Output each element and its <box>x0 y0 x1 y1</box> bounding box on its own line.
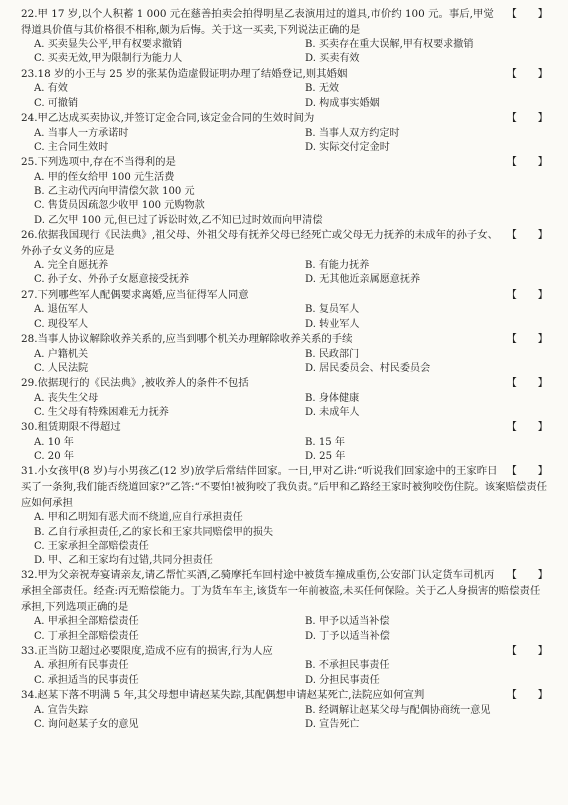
option-b: B. 民政部门 <box>305 348 360 360</box>
option-b: B. 甲予以适当补偿 <box>305 616 390 628</box>
option-c: C. 丁承担全部赔偿责任 <box>34 630 139 642</box>
question-stem <box>21 332 548 348</box>
option-d: D. 乙欠甲 100 元,但已过了诉讼时效,乙不知已过时效而向甲清偿 <box>34 214 323 226</box>
option-c: C. 生父母有特殊困难无力抚养 <box>34 406 169 418</box>
question-text: 24.甲乙达成买卖协议,并签订定金合同,该定金合同的生效时间为 <box>21 111 315 124</box>
question-text: 34.赵某下落不明满 5 年,其父母想申请赵某失踪,其配偶想申请赵某死亡,法院应如何宣判 <box>21 689 425 701</box>
option-c: C. 可撤销 <box>34 97 79 109</box>
option-b: B. 买卖存在重大误解,甲有权要求撤销 <box>305 39 474 51</box>
option-c: C. 主合同生效时 <box>34 141 109 153</box>
question-text: 25.下列选项中,存在不当得利的是 <box>21 156 176 169</box>
question-text: 33.正当防卫超过必要限度,造成不应有的损害,行为人应 <box>21 644 273 657</box>
option-d: D. 宣告死亡 <box>305 718 360 730</box>
option-d: D. 实际交付定金时 <box>305 141 390 153</box>
options-list <box>21 392 548 421</box>
option-d: D. 居民委员会、村民委员会 <box>305 362 431 374</box>
question-stem <box>21 644 548 660</box>
option-a: A. 丧失生父母 <box>34 392 99 404</box>
option-a: A. 10 年 <box>34 436 74 448</box>
answer-bracket: 【 】 <box>506 67 548 80</box>
question-text: 22.甲 17 岁,以个人积蓄 1 000 元在慈善拍卖会拍得明星乙表演用过的道具,市价约 100 元。事后,甲觉得道具价值与其价格很不相称,颇为后悔。关于这一买卖,下列说法正确的是 <box>21 8 494 36</box>
option-d: D. 无其他近亲属愿意抚养 <box>305 274 421 286</box>
options-list <box>21 259 548 288</box>
option-a: A. 完全自愿抚养 <box>34 260 109 272</box>
question-stem <box>21 288 548 304</box>
option-a: A. 甲的侄女给甲 100 元生活费 <box>34 171 175 183</box>
question-item <box>21 376 548 420</box>
question-text: 29.依据现行的《民法典》,被收养人的条件不包括 <box>21 377 249 390</box>
answer-bracket: 【 】 <box>506 332 548 345</box>
answer-bracket: 【 】 <box>506 8 548 20</box>
option-b: B. 乙主动代丙向甲清偿欠款 100 元 <box>34 186 195 198</box>
option-a: A. 买卖显失公平,甲有权要求撤销 <box>34 39 183 51</box>
answer-bracket: 【 】 <box>506 421 548 434</box>
option-c: C. 孙子女、外孙子女愿意接受抚养 <box>34 274 190 286</box>
options-list <box>21 615 548 644</box>
answer-bracket: 【 】 <box>506 288 548 301</box>
option-d: D. 25 年 <box>305 451 346 463</box>
option-b: B. 有能力抚养 <box>305 260 370 272</box>
question-item <box>21 7 548 67</box>
option-a: A. 当事人一方承诺时 <box>34 127 129 139</box>
option-c: C. 现役军人 <box>34 318 89 330</box>
options-list <box>21 303 548 332</box>
question-text: 31.小女孩甲(8 岁)与小男孩乙(12 岁)放学后常结伴回家。一日,甲对乙讲:“听说我们回家途中的王家昨日买了一条狗,我们能否绕道回家?”乙答:“不要怕!被狗咬了我负责。”后甲和乙路经王家时被狗咬伤住院。该案赔偿责任应如何承担 <box>21 465 548 509</box>
option-b: B. 身体健康 <box>305 392 360 404</box>
answer-bracket: 【 】 <box>506 569 548 582</box>
options-list <box>21 171 548 228</box>
answer-bracket: 【 】 <box>506 156 548 169</box>
option-a: A. 退伍军人 <box>34 304 89 316</box>
option-a: A. 甲和乙明知有恶犬而不绕道,应自行承担责任 <box>34 512 243 524</box>
options-list <box>21 511 548 568</box>
options-list <box>21 659 548 688</box>
option-d: D. 分担民事责任 <box>305 674 380 686</box>
options-list <box>21 436 548 465</box>
question-item <box>21 688 548 732</box>
options-list <box>21 38 548 67</box>
question-stem <box>21 420 548 436</box>
option-d: D. 未成年人 <box>305 406 360 418</box>
question-item <box>21 288 548 332</box>
question-text: 27.下列哪些军人配偶要求离婚,应当征得军人同意 <box>21 288 249 301</box>
option-c: C. 20 年 <box>34 451 74 463</box>
option-b: B. 乙自行承担责任,乙的家长和王家共同赔偿甲的损失 <box>34 526 274 538</box>
option-d: D. 转业军人 <box>305 318 360 330</box>
option-a: A. 承担所有民事责任 <box>34 660 129 672</box>
question-stem <box>21 568 548 615</box>
option-a: A. 户籍机关 <box>34 348 89 360</box>
option-b: B. 无效 <box>305 83 340 95</box>
answer-bracket: 【 】 <box>506 228 548 241</box>
answer-bracket: 【 】 <box>506 465 548 478</box>
option-b: B. 当事人双方约定时 <box>305 127 400 139</box>
options-list <box>21 127 548 156</box>
options-list <box>21 82 548 111</box>
option-c: C. 王家承担全部赔偿责任 <box>34 540 149 552</box>
question-text: 30.租赁期限不得超过 <box>21 421 121 434</box>
option-b: B. 经调解让赵某父母与配偶协商统一意见 <box>305 704 491 716</box>
answer-bracket: 【 】 <box>506 111 548 124</box>
option-d: D. 构成事实婚姻 <box>305 97 380 109</box>
options-list <box>21 348 548 377</box>
answer-bracket: 【 】 <box>506 377 548 390</box>
question-text: 32.甲为父亲祝寿宴请亲友,请乙帮忙买酒,乙骑摩托车回村途中被货车撞成重伤,公安部门认定货车司机丙承担全部责任。经查:丙无赔偿能力。丁为货车车主,该货车一年前被盗,未买任何保险。关于乙人身损害的赔偿责任承担,下列选项正确的是 <box>21 569 541 613</box>
question-item <box>21 420 548 464</box>
question-item <box>21 332 548 376</box>
question-stem <box>21 688 548 704</box>
question-item <box>21 568 548 643</box>
question-item <box>21 67 548 111</box>
question-item <box>21 228 548 288</box>
question-text: 23.18 岁的小王与 25 岁的张某伪造虚假证明办理了结婚登记,则其婚姻 <box>21 67 348 80</box>
question-text: 28.当事人协议解除收养关系的,应当到哪个机关办理解除收养关系的手续 <box>21 332 353 345</box>
option-b: B. 15 年 <box>305 436 345 448</box>
question-text: 26.依据我国现行《民法典》,祖父母、外祖父母有抚养父母已经死亡或父母无力抚养的未成年的孙子女、外孙子女义务的应是 <box>21 228 499 257</box>
option-b: B. 复员军人 <box>305 304 360 316</box>
question-list <box>21 7 548 732</box>
option-c: C. 售货员因疏忽少收甲 100 元购物款 <box>34 200 205 212</box>
option-d: D. 甲、乙和王家均有过错,共同分担责任 <box>34 555 213 567</box>
question-stem <box>21 228 548 259</box>
question-item <box>21 644 548 688</box>
answer-bracket: 【 】 <box>506 644 548 657</box>
question-item <box>21 111 548 155</box>
question-item <box>21 155 548 228</box>
option-c: C. 买卖无效,甲为限制行为能力人 <box>34 53 183 65</box>
option-d: D. 买卖有效 <box>305 53 360 65</box>
option-b: B. 不承担民事责任 <box>305 660 390 672</box>
question-stem <box>21 7 548 38</box>
option-c: C. 承担适当的民事责任 <box>34 674 139 686</box>
question-stem <box>21 67 548 83</box>
options-list <box>21 704 548 733</box>
option-c: C. 询问赵某子女的意见 <box>34 718 139 730</box>
option-d: D. 丁予以适当补偿 <box>305 630 390 642</box>
question-stem <box>21 464 548 511</box>
option-a: A. 宣告失踪 <box>34 704 89 716</box>
question-stem <box>21 111 548 127</box>
option-c: C. 人民法院 <box>34 362 89 374</box>
option-a: A. 有效 <box>34 83 68 95</box>
answer-bracket: 【 】 <box>506 689 548 701</box>
question-stem <box>21 376 548 392</box>
option-a: A. 甲承担全部赔偿责任 <box>34 616 139 628</box>
question-item <box>21 464 548 568</box>
question-stem <box>21 155 548 171</box>
